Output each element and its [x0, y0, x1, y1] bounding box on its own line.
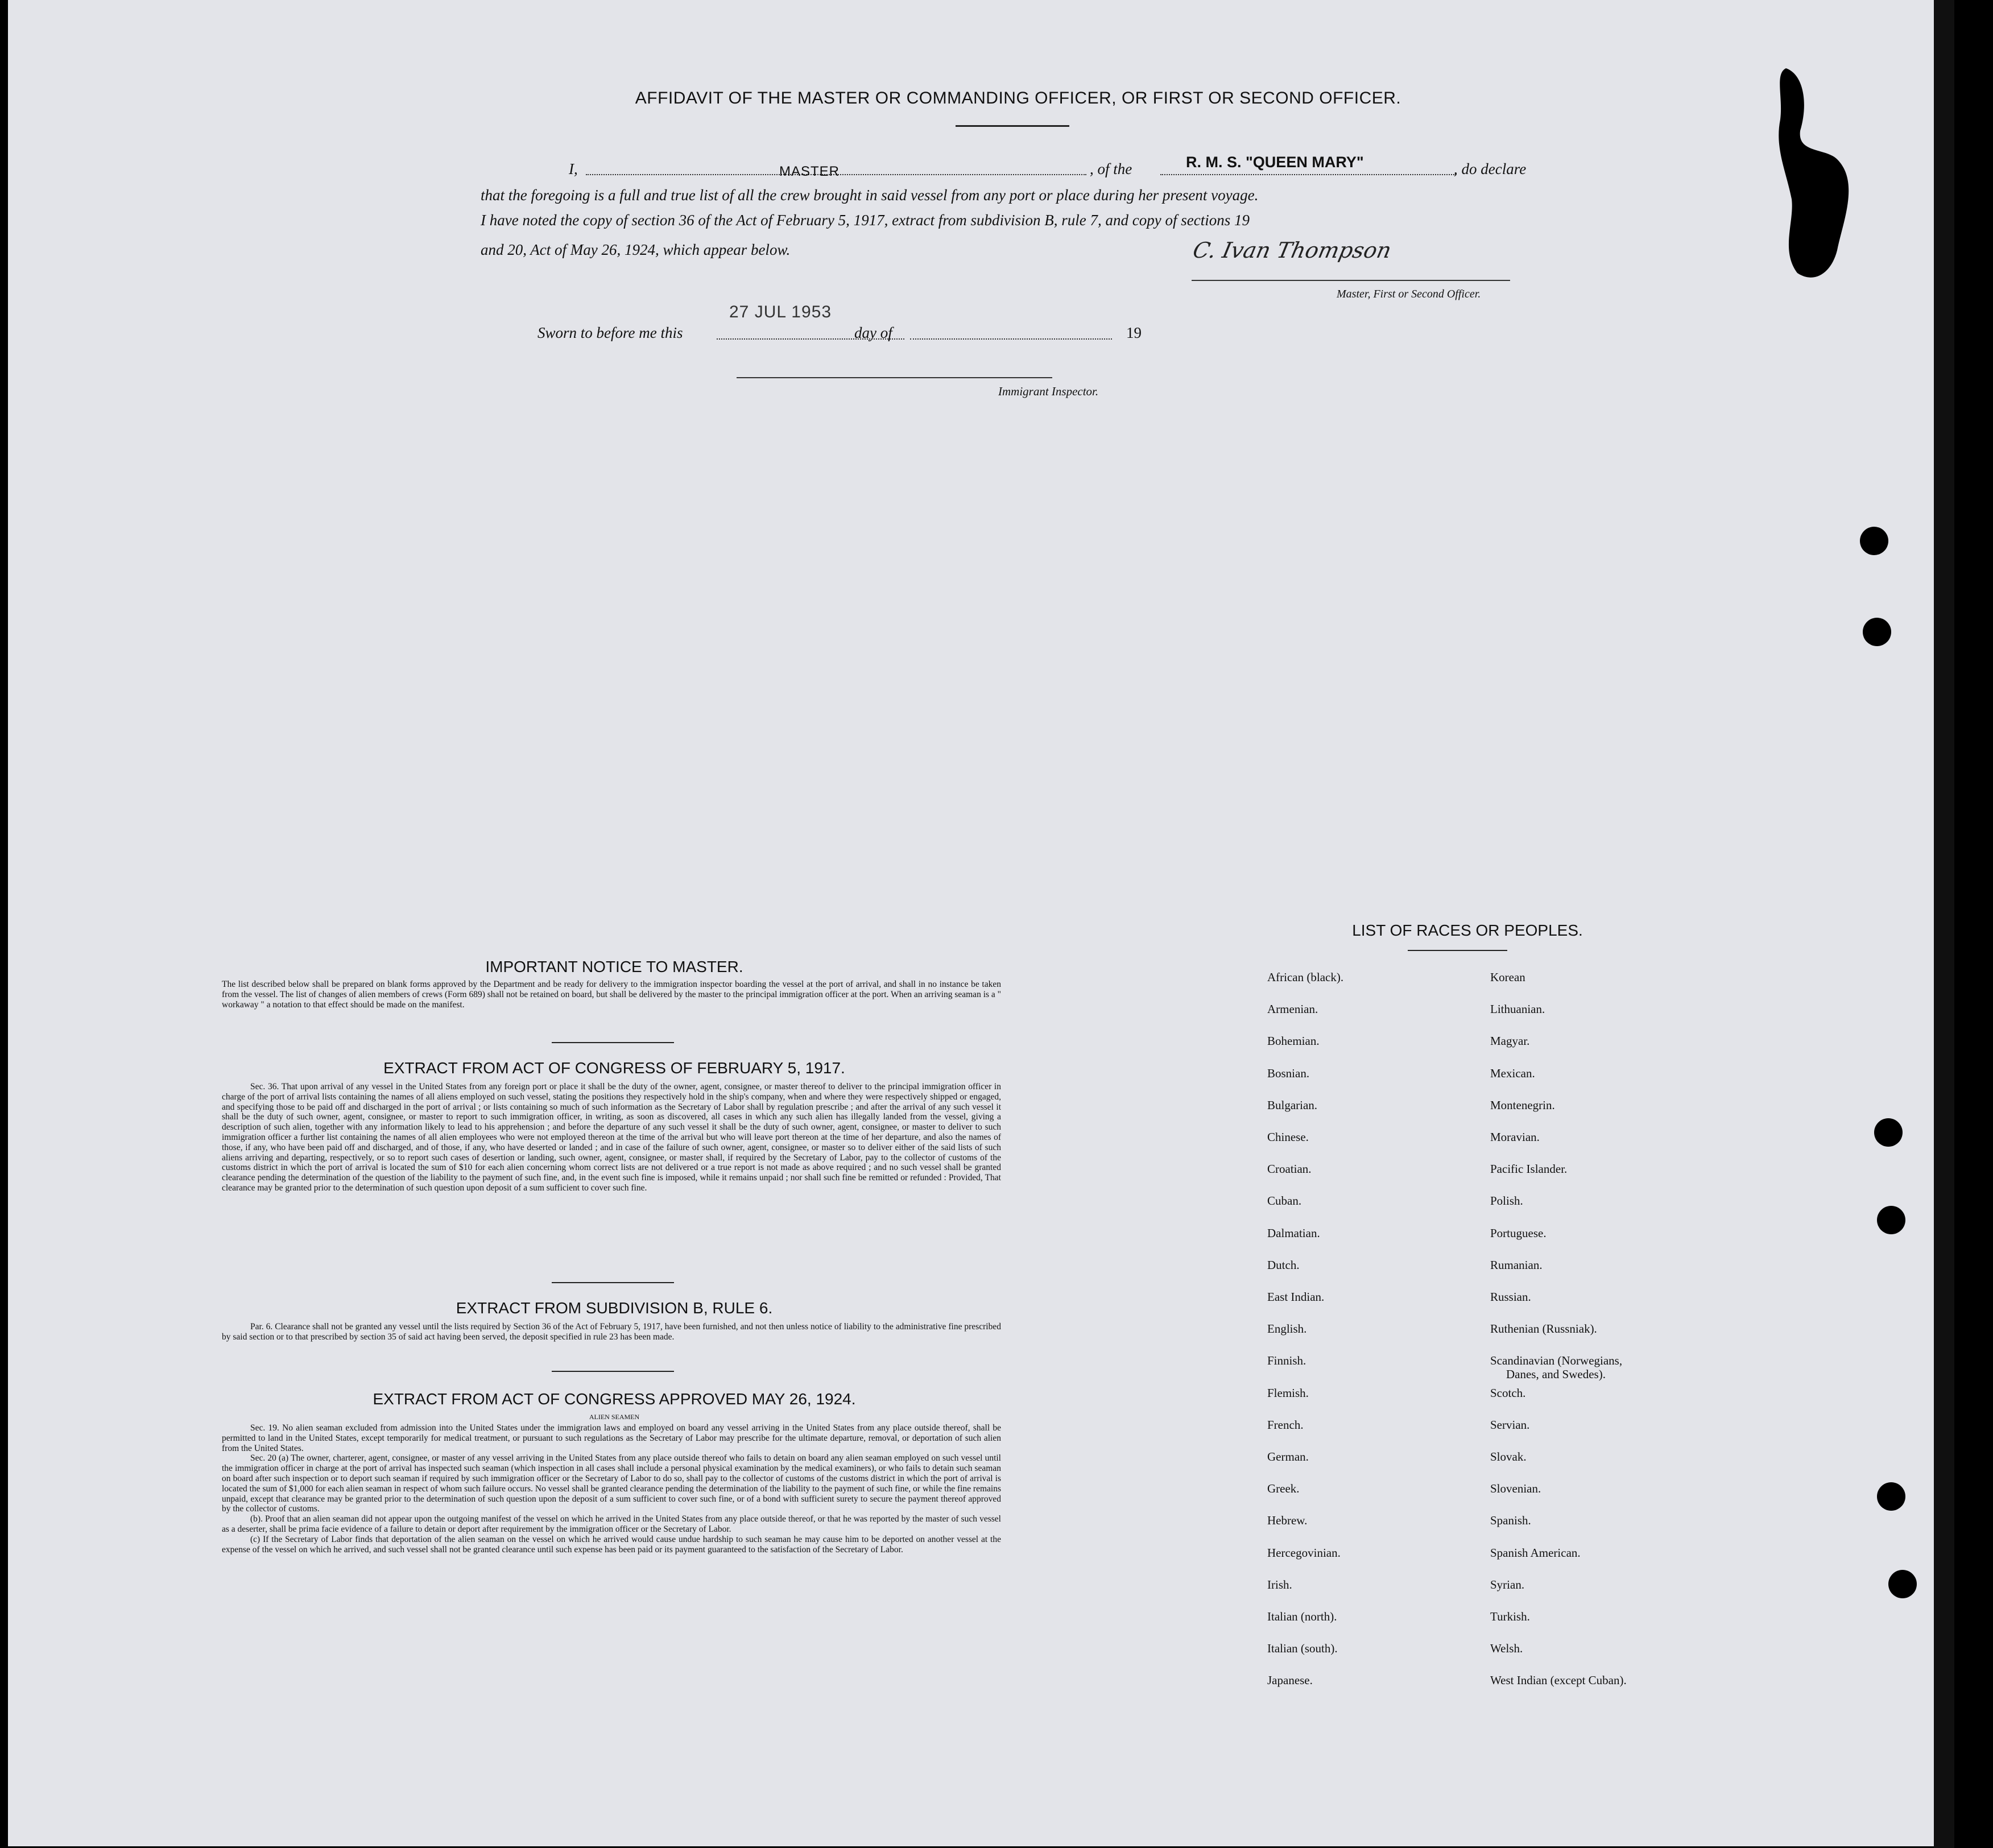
punch-hole [1863, 618, 1891, 646]
month-line [910, 338, 1112, 340]
race-left-entry: Cuban. [1267, 1194, 1302, 1208]
section-divider [552, 1371, 674, 1372]
day-of-label: day of [854, 324, 892, 341]
race-row [1267, 1098, 1700, 1130]
sworn-label: Sworn to before me this [537, 324, 683, 341]
race-left-entry: Hercegovinian. [1267, 1545, 1341, 1560]
sec-20a-paragraph: Sec. 20 (a) The owner, charterer, agent, consignee, or master of any vessel arriving in the United States from any place outside thereof who fails to detain on board any alien seaman employed on such vessel until the immigration officer in charge at the port of arrival has inspected such seaman (which inspection in all cases shall include a personal physical examination by the medical examiners), or who fails to detain such seaman on board after such inspection or to deport such seaman if required by such immigration officer or the Secretary of Labor to do so, shall pay to the collector of customs of the customs district in which the port of arrival is located the sum of $1,000 for each alien seaman in respect of whom such failure occurs. No vessel shall be granted clearance pending the determination of the liability to the payment of such fine, or while the fine remains unpaid, except that clearance may be granted prior to the determination of such question upon the deposit of a sum sufficient to cover such fine, or of a bond with sufficient surety to secure the payment thereof approved by the collector of customs. [222, 1453, 1001, 1514]
race-right-entry: West Indian (except Cuban). [1490, 1673, 1627, 1688]
race-left-entry: German. [1267, 1450, 1309, 1463]
extract-1917-text: Sec. 36. That upon arrival of any vessel in the United States from any foreign port or place it shall be the duty of the owner, agent, consignee, or master thereof to deliver to the principal immigration officer in charge of the port of arrival lists containing the names of all aliens employed on such vessel, stating the positions they respectively hold in the ship's company, when and where they were respectively shipped or engaged, and specifying those to be paid off and discharged in the port of arrival ; or lists containing so much of such information as the Secretary of Labor shall by regulation prescribe ; and after the arrival of any such vessel it shall be the duty of such owner, agent, consignee, or master to report to such immigration officer, in writing, as soon as discovered, all cases in which any such alien has illegally landed from the vessel, giving a description of such alien, together with any information likely to lead to his apprehension ; and before the departure of any such vessel it shall be the duty of such owner, agent, consignee, or master to deliver to such immigration officer a further list containing the names of all alien employees who were not employed thereon at the time of the arrival but who will leave port thereon at the time of her departure, and also the names of those, if any, who have been paid off and discharged, and of those, if any, who have deserted or landed ; and in case of the failure of such owner, agent, consignee, or master so to deliver either of the said lists of such aliens arriving and departing, respectively, or so to report such cases of desertion or landing, such owner, agent, consignee, or master shall, if required by the Secretary of Labor, pay to the collector of customs of the customs district in which the port of arrival is located the sum of $10 for each alien concerning whom correct lists are not delivered or a true report is not made as above required ; and no such vessel shall be granted clearance pending the determination of the question of the liability to the payment of such fine, and, in the event such fine is imposed, while it remains unpaid ; nor shall such fine be remitted or refunded : Provided, That clearance may be granted prior to the determination of such question upon deposit of a sum sufficient to cover such fine. [222, 1082, 1001, 1193]
race-right-entry-continued: Danes, and Swedes). [1506, 1367, 1606, 1382]
extract-1917-title: EXTRACT FROM ACT OF CONGRESS OF FEBRUARY 5, 1917. [383, 1059, 845, 1077]
races-list [1267, 970, 1700, 1704]
inspector-signature-line [737, 377, 1052, 378]
sec-19-paragraph: Sec. 19. No alien seaman excluded from admission into the United States under the immigration laws and employed on board any vessel arriving in the United States from any place outside thereof, shall be permitted to land in the United States, except temporarily for medical treatment, or pursuant to such regulations as the Secretary of Labor may prescribe for the ultimate departure, removal, or deportation of such alien from the United States. [222, 1423, 1001, 1453]
year-prefix: 19 [1126, 324, 1142, 341]
affidavit-line-2: that the foregoing is a full and true list of all the crew brought in said vessel from any port or place during her present voyage. [481, 187, 1259, 204]
race-left-entry: Bulgarian. [1267, 1098, 1318, 1112]
race-row [1267, 1610, 1700, 1642]
race-row [1267, 1130, 1700, 1162]
sec-20b-paragraph: (b). Proof that an alien seaman did not appear upon the outgoing manifest of the vessel on which he arrived in the United States from any place outside thereof, or that he was reported by the master of such vessel as a deserter, shall be prima facie evidence of a failure to detain or deport after requirement by the immigration officer or the Secretary of Labor. [222, 1514, 1001, 1534]
notice-title: IMPORTANT NOTICE TO MASTER. [485, 958, 743, 975]
torn-edge-shape [1775, 63, 1888, 290]
race-right-entry: Ruthenian (Russniak). [1490, 1322, 1597, 1336]
race-left-entry: African (black). [1267, 970, 1344, 984]
race-row [1267, 1482, 1700, 1514]
races-title: LIST OF RACES OR PEOPLES. [1352, 921, 1583, 939]
inspector-caption: Immigrant Inspector. [998, 385, 1099, 398]
race-row [1267, 970, 1700, 1002]
race-left-entry: Armenian. [1267, 1002, 1318, 1016]
race-row [1267, 1258, 1700, 1290]
race-left-entry: Bosnian. [1267, 1066, 1310, 1080]
race-left-entry: English. [1267, 1322, 1307, 1336]
race-right-entry: Rumanian. [1490, 1258, 1543, 1272]
alien-seamen-subtitle: ALIEN SEAMEN [589, 1413, 640, 1421]
race-left-entry: East Indian. [1267, 1290, 1325, 1304]
race-row [1267, 1673, 1700, 1705]
date-stamp: 27 JUL 1953 [729, 303, 832, 321]
punch-hole [1874, 1118, 1903, 1147]
punch-hole [1877, 1206, 1905, 1234]
extract-1924-title: EXTRACT FROM ACT OF CONGRESS APPROVED MAY 26, 1924. [373, 1390, 856, 1408]
do-declare-label: , do declare [1454, 160, 1527, 177]
race-right-entry: Pacific Islander. [1490, 1162, 1568, 1176]
race-right-entry: Scotch. [1490, 1386, 1526, 1400]
extract-1924-text [222, 1423, 1001, 1555]
race-right-entry: Spanish American. [1490, 1545, 1581, 1560]
signature-line [1192, 280, 1510, 281]
race-left-entry: Dalmatian. [1267, 1226, 1320, 1240]
master-field-value: MASTER [779, 164, 840, 179]
section-divider [552, 1042, 674, 1043]
punch-hole [1877, 1482, 1905, 1511]
race-left-entry: Finnish. [1267, 1354, 1306, 1368]
race-row [1267, 1066, 1700, 1098]
subdivision-title: EXTRACT FROM SUBDIVISION B, RULE 6. [456, 1299, 773, 1317]
race-right-entry: Spanish. [1490, 1514, 1531, 1528]
race-row [1267, 1386, 1700, 1418]
race-row [1267, 1290, 1700, 1322]
race-row [1267, 1546, 1700, 1578]
race-left-entry: Irish. [1267, 1577, 1292, 1591]
punch-hole [1888, 1570, 1917, 1598]
race-left-entry: Hebrew. [1267, 1514, 1308, 1528]
race-left-entry: Chinese. [1267, 1130, 1309, 1144]
race-left-entry: Bohemian. [1267, 1034, 1320, 1048]
affidavit-line-1 [569, 160, 578, 178]
sec-20c-paragraph: (c) If the Secretary of Labor finds that deportation of the alien seaman on the vessel on which he arrived would cause undue hardship to such seaman he may cause him to be deported on another vessel at the expense of the vessel on which he arrived, and such vessel shall not be granted clearance until such expense has been paid or its payment guaranteed to the satisfaction of the Secretary of Labor. [222, 1534, 1001, 1555]
race-right-entry: Russian. [1490, 1290, 1531, 1304]
punch-hole [1860, 527, 1888, 555]
of-the-label: , of the [1090, 160, 1132, 177]
race-row [1267, 1354, 1700, 1386]
race-row [1267, 1226, 1700, 1258]
race-row [1267, 1002, 1700, 1034]
race-left-entry: Flemish. [1267, 1386, 1309, 1400]
section-divider [552, 1282, 674, 1283]
race-row [1267, 1642, 1700, 1673]
race-right-entry: Turkish. [1490, 1610, 1530, 1623]
notice-text: The list described below shall be prepared on blank forms approved by the Department and be ready for delivery to the immigration inspector boarding the vessel at the port of arrival, and shall in no instance be taken from the vessel. The list of changes of alien members of crews (Form 689) shall not be retained on board, but shall be delivered by the master to the principal immigration officer at the port. When an arriving seaman is a " workaway " a notation to that effect should be made on the manifest. [222, 979, 1001, 1010]
race-row [1267, 1322, 1700, 1354]
vessel-field-line [1160, 174, 1456, 175]
race-row [1267, 1418, 1700, 1450]
race-right-entry: Scandinavian (Norwegians, [1490, 1354, 1623, 1368]
race-right-entry: Polish. [1490, 1194, 1523, 1208]
race-left-entry: Italian (north). [1267, 1610, 1337, 1623]
race-right-entry: Mexican. [1490, 1066, 1535, 1080]
race-right-entry: Syrian. [1490, 1577, 1525, 1591]
race-right-entry: Slovenian. [1490, 1482, 1541, 1496]
race-left-entry: French. [1267, 1417, 1304, 1432]
race-left-entry: Italian (south). [1267, 1642, 1338, 1656]
affidavit-line-4: and 20, Act of May 26, 1924, which appear below. [481, 241, 791, 258]
race-row [1267, 1162, 1700, 1194]
race-right-entry: Servian. [1490, 1417, 1530, 1432]
affidavit-line-3: I have noted the copy of section 36 of the Act of February 5, 1917, extract from subdivision B, rule 7, and copy of sections 19 [481, 212, 1250, 229]
race-row [1267, 1514, 1700, 1545]
affidavit-title: AFFIDAVIT OF THE MASTER OR COMMANDING OFFICER, OR FIRST OR SECOND OFFICER. [635, 89, 1401, 108]
title-underline [956, 125, 1069, 127]
race-row [1267, 1450, 1700, 1482]
race-right-entry: Slovak. [1490, 1450, 1527, 1463]
scan-edge-strip [1934, 0, 1954, 1848]
race-right-entry: Montenegrin. [1490, 1098, 1555, 1112]
race-row [1267, 1194, 1700, 1226]
race-right-entry: Magyar. [1490, 1034, 1530, 1048]
race-row [1267, 1034, 1700, 1066]
race-left-entry: Japanese. [1267, 1673, 1313, 1688]
subdivision-text: Par. 6. Clearance shall not be granted any vessel until the lists required by Section 36 of the Act of February 5, 1917, have been furnished, and not then unless notice of liability to the administrative fine prescribed by said section or to that prescribed by section 35 of said act having been served, the deposit specified in rule 23 has been made. [222, 1322, 1001, 1342]
master-signature: C. Ivan Thompson [1190, 238, 1394, 263]
race-right-entry: Portuguese. [1490, 1226, 1547, 1240]
race-right-entry: Welsh. [1490, 1642, 1523, 1656]
race-right-entry: Lithuanian. [1490, 1002, 1545, 1016]
race-left-entry: Greek. [1267, 1482, 1300, 1496]
race-row [1267, 1578, 1700, 1610]
race-left-entry: Dutch. [1267, 1258, 1300, 1272]
race-right-entry: Moravian. [1490, 1130, 1540, 1144]
races-title-underline [1408, 950, 1507, 951]
race-left-entry: Croatian. [1267, 1162, 1312, 1176]
race-right-entry: Korean [1490, 970, 1525, 984]
i-label: I, [569, 160, 578, 177]
vessel-field-value: R. M. S. "QUEEN MARY" [1186, 154, 1364, 171]
signature-caption: Master, First or Second Officer. [1337, 288, 1481, 300]
